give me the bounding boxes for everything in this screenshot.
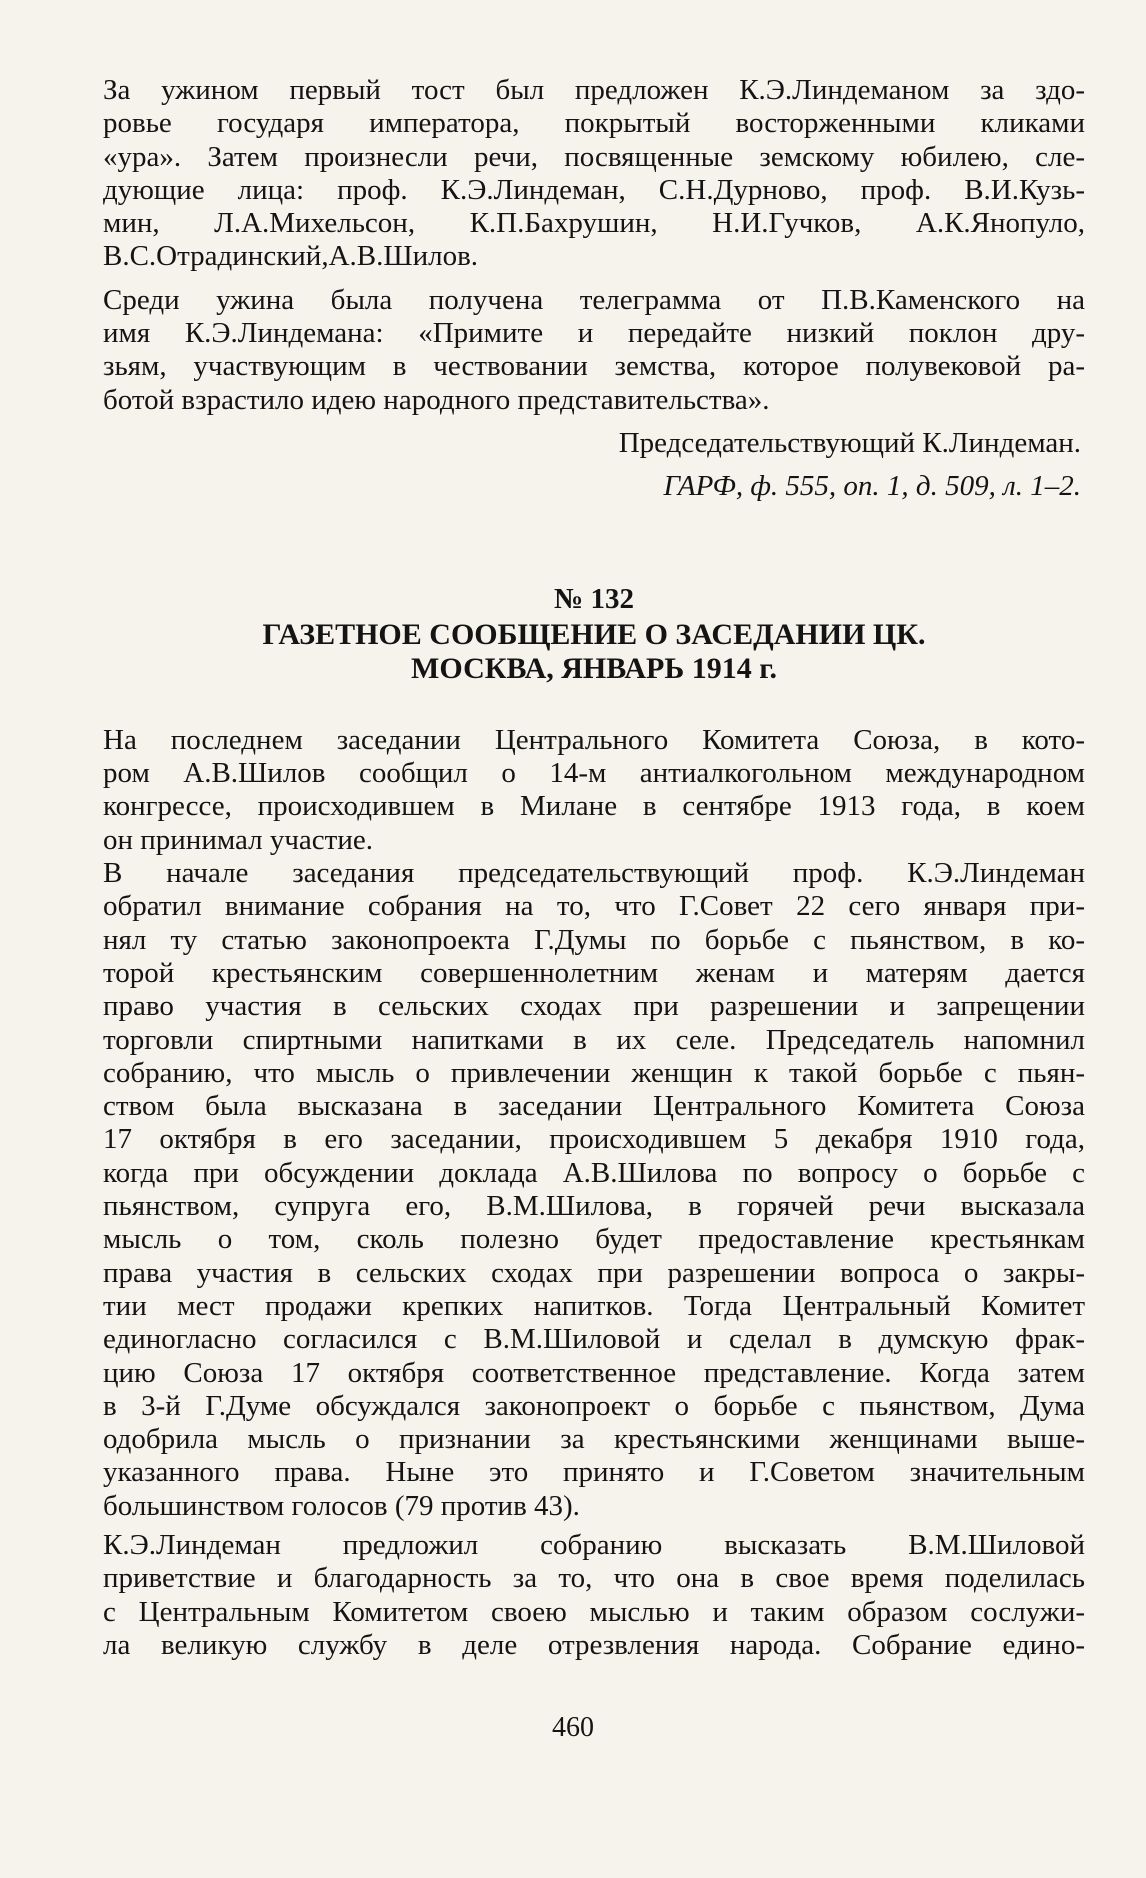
text-line: указанного права. Ныне это принято и Г.Советом значительным: [103, 1456, 1085, 1489]
text-column: [103, 74, 1085, 1662]
text-line: В.С.Отрадинский,А.В.Шилов.: [103, 240, 479, 273]
text-line: дующие лица: проф. К.Э.Линдеман, С.Н.Дурново, проф. В.И.Кузь-: [103, 173, 1085, 206]
text-line: единогласно согласился с В.М.Шиловой и сделал в думскую фрак-: [103, 1323, 1085, 1356]
text-line: имя К.Э.Линдемана: «Примите и передайте низкий поклон дру-: [103, 317, 1085, 350]
text-line: цию Союза 17 октября соответственное представление. Когда затем: [103, 1356, 1085, 1389]
text-line: пьянством, супруга его, В.М.Шилова, в горячей речи высказала: [103, 1190, 1085, 1223]
text-line: 17 октября в его заседании, происходившем 5 декабря 1910 года,: [103, 1123, 1085, 1156]
text-line: тии мест продажи крепких напитков. Тогда Центральный Комитет: [103, 1289, 1085, 1322]
page-number: 460: [552, 1712, 594, 1743]
paragraph-gratitude: [103, 1529, 1085, 1662]
text-line: К.Э.Линдеман предложил собранию высказать В.М.Шиловой: [103, 1528, 1085, 1561]
document-title-line: МОСКВА, ЯНВАРЬ 1914 г.: [411, 651, 777, 685]
text-line: торговли спиртными напитками в их селе. Председатель напомнил: [103, 1023, 1085, 1056]
text-line: приветствие и благодарность за то, что она в свое время поделилась: [103, 1562, 1085, 1595]
text-line: одобрила мысль о признании за крестьянскими женщинами выше-: [103, 1423, 1085, 1456]
text-line: В начале заседания председательствующий проф. К.Э.Линдеман: [103, 857, 1085, 890]
document-title: [103, 618, 1085, 686]
paragraph-telegram: [103, 284, 1085, 417]
text-line: он принимал участие.: [103, 823, 373, 856]
text-line: Среди ужина была получена телеграмма от П.В.Каменского на: [103, 283, 1085, 316]
paragraph-dinner-toast: [103, 74, 1085, 274]
text-line: ром А.В.Шилов сообщил о 14-м антиалкогольном международном: [103, 757, 1085, 790]
text-line: конгрессе, происходившем в Милане в сентябре 1913 года, в коем: [103, 790, 1085, 823]
text-line: мин, Л.А.Михельсон, К.П.Бахрушин, Н.И.Гучков, А.К.Янопуло,: [103, 207, 1085, 240]
text-line: ровье государя императора, покрытый восторженными кликами: [103, 107, 1085, 140]
text-line: За ужином первый тост был предложен К.Э.Линдеманом за здо-: [103, 74, 1085, 106]
paragraph-meeting-opening: [103, 857, 1085, 1523]
text-line: зьям, участвующим в чествовании земства, которое полувековой ра-: [103, 350, 1085, 383]
text-line: ством была высказана в заседании Центрального Комитета Союза: [103, 1090, 1085, 1123]
text-line: с Центральным Комитетом своею мыслью и таким образом сослужи-: [103, 1595, 1085, 1628]
text-line: торой крестьянским совершеннолетним женам и матерям дается: [103, 956, 1085, 989]
text-line: нял ту статью законопроекта Г.Думы по борьбе с пьянством, в ко-: [103, 923, 1085, 956]
text-line: ла великую службу в деле отрезвления народа. Собрание едино-: [103, 1628, 1085, 1661]
text-line: «ура». Затем произнесли речи, посвященные земскому юбилею, сле-: [103, 140, 1085, 173]
text-line: права участия в сельских сходах при разрешении вопроса о закры-: [103, 1256, 1085, 1289]
text-line: в 3-й Г.Думе обсуждался законопроект о борьбе с пьянством, Дума: [103, 1389, 1085, 1422]
text-line: когда при обсуждении доклада А.В.Шилова по вопросу о борьбе с: [103, 1156, 1085, 1189]
signature-line: Председательствующий К.Линдеман.: [618, 426, 1081, 459]
text-line: право участия в сельских сходах при разрешении и запрещении: [103, 990, 1085, 1023]
text-line: мысль о том, сколь полезно будет предоставление крестьянкам: [103, 1223, 1085, 1256]
text-line: На последнем заседании Центрального Комитета Союза, в кото-: [103, 723, 1085, 756]
text-line: обратил внимание собрания на то, что Г.Совет 22 сего января при-: [103, 890, 1085, 923]
text-line: большинством голосов (79 против 43).: [103, 1489, 580, 1522]
paragraph-last-meeting: [103, 724, 1085, 857]
archive-source: ГАРФ, ф. 555, оп. 1, д. 509, л. 1–2.: [663, 470, 1081, 503]
document-title-line: ГАЗЕТНОЕ СООБЩЕНИЕ О ЗАСЕДАНИИ ЦК.: [262, 617, 926, 651]
text-line: собранию, что мысль о привлечении женщин к такой борьбе с пьян-: [103, 1056, 1085, 1089]
text-line: ботой взрастило идею народного представительства».: [103, 383, 770, 416]
document-number: № 132: [554, 582, 634, 615]
